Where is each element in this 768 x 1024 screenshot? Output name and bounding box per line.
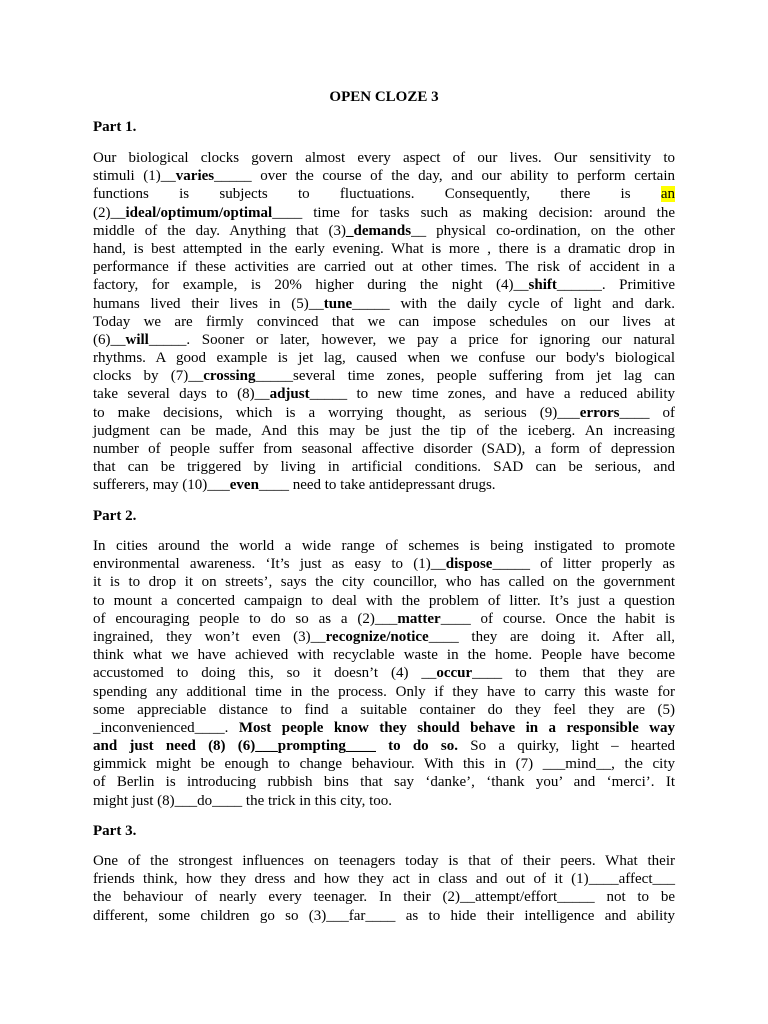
text-line xyxy=(93,870,675,888)
text-segment: So a quirky, light – hearted xyxy=(458,738,675,755)
text-segment: the behaviour of nearly every teenager. In their (2)__attempt/effort_____ not to be xyxy=(93,889,675,906)
answer-word: will xyxy=(125,331,149,348)
text-segment: take several days to (8)__ xyxy=(93,386,270,403)
text-segment: some appreciable distance to find a suitable container do they feel they are (5) xyxy=(93,701,675,718)
text-segment: environmental awareness. ‘It’s just as easy to (1)__ xyxy=(93,556,446,573)
answer-word: tune xyxy=(323,295,353,312)
answer-word: shift xyxy=(528,277,557,294)
text-line xyxy=(93,185,675,203)
text-line xyxy=(93,610,675,628)
text-segment: factory, for example, is 20% higher during the night (4)__ xyxy=(93,277,529,294)
text-segment: _inconvenienced____. xyxy=(93,719,239,736)
text-line xyxy=(93,537,675,555)
text-segment: of Berlin is introducing rubbish bins that say ‘danke’, ‘thank you’ and ‘merci’. It xyxy=(93,774,675,791)
text-line xyxy=(93,592,675,610)
answer-word: Most people know they should behave in a responsible way xyxy=(238,719,675,736)
text-segment: _____ to new time zones, and have a reduced ability xyxy=(309,386,675,403)
answer-word: even xyxy=(229,477,259,494)
text-segment: ingrained, they won’t even (3)__ xyxy=(93,628,326,645)
text-line xyxy=(93,458,675,476)
text-line xyxy=(93,476,675,494)
text-segment: humans lived their lives in (5)__ xyxy=(93,295,324,312)
text-segment: _____. Sooner or later, however, we pay a price for ignoring our natural xyxy=(148,331,675,348)
text-segment: friends think, how they dress and how they act in class and out of it (1)____affect___ xyxy=(93,871,675,888)
text-line xyxy=(93,555,675,573)
text-segment: accustomed to doing this, so it doesn’t (4) __ xyxy=(93,665,437,682)
text-segment: to mount a concerted campaign to deal with the problem of litter. It’s just a question xyxy=(93,592,675,609)
text-line xyxy=(93,422,675,440)
answer-word: recognize/notice xyxy=(325,628,429,645)
answer-word: adjust xyxy=(269,386,310,403)
text-segment: stimuli (1)__ xyxy=(93,168,176,185)
text-segment: to make decisions, which is a worrying thought, as serious (9)___ xyxy=(93,404,580,421)
text-segment: of encouraging people to do so as a (2)___ xyxy=(93,610,398,627)
text-segment: ______. Primitive xyxy=(556,277,675,294)
part-2-heading: Part 2. xyxy=(93,508,137,524)
text-segment: sufferers, may (10)___ xyxy=(93,477,230,494)
answer-word: dispose xyxy=(445,556,493,573)
text-segment: _____ over the course of the day, and our ability to perform certain xyxy=(214,168,675,185)
text-segment: _____several time zones, people suffering from jet lag can xyxy=(255,368,675,385)
text-segment: rhythms. A good example is jet lag, caused when we confuse our body's biological xyxy=(93,350,675,367)
text-segment: ____ need to take antidepressant drugs. xyxy=(258,477,496,494)
text-line xyxy=(93,440,675,458)
text-segment: Our biological clocks govern almost every aspect of our lives. Our sensitivity to xyxy=(93,150,675,166)
text-segment: (6)__ xyxy=(93,331,126,348)
text-segment: _____ with the daily cycle of light and dark. xyxy=(352,295,675,312)
text-line xyxy=(93,628,675,646)
text-segment: ____ of xyxy=(619,404,675,421)
text-segment: spending any additional time in the process. Only if they have to carry this waste for xyxy=(93,683,675,700)
text-segment: __ physical co-ordination, on the other xyxy=(411,222,675,239)
text-segment: In cities around the world a wide range of schemes is being instigated to promote xyxy=(93,538,675,554)
text-line xyxy=(93,888,675,906)
part-1-heading: Part 1. xyxy=(93,119,137,135)
text-line xyxy=(93,646,675,664)
text-line xyxy=(93,404,675,422)
text-segment: number of people suffer from seasonal affective disorder (SAD), a form of depression xyxy=(93,441,675,457)
answer-word: ideal/optimum/optimal xyxy=(125,204,273,221)
text-line xyxy=(93,204,675,222)
text-line xyxy=(93,755,675,773)
page-title: OPEN CLOZE 3 xyxy=(329,89,439,105)
text-segment: might just (8)___do____ the trick in this city, too. xyxy=(93,792,393,809)
text-segment: gimmick might be enough to change behaviour. With this in (7) ___mind__, the city xyxy=(93,756,675,773)
text-line xyxy=(93,701,675,719)
text-line xyxy=(93,907,675,925)
text-segment: performance if these activities are carried out at other times. The risk of accident in a xyxy=(93,259,675,276)
text-segment: ____ to them that they are xyxy=(472,665,675,682)
answer-word: crossing xyxy=(203,368,256,385)
answer-word: occur xyxy=(436,665,473,682)
text-line xyxy=(93,222,675,240)
text-segment: ____ time for tasks such as making decision: around the xyxy=(272,204,675,221)
text-line xyxy=(93,385,675,403)
part-1-paragraph xyxy=(93,149,675,495)
text-line xyxy=(93,852,675,870)
answer-word: and just need (8) (6)___prompting____ to do so. xyxy=(93,738,458,755)
text-line xyxy=(93,573,675,591)
text-line xyxy=(93,367,675,385)
text-line xyxy=(93,313,675,331)
text-line xyxy=(93,258,675,276)
highlighted-word: an xyxy=(660,186,675,203)
text-line xyxy=(93,683,675,701)
answer-word: _demands xyxy=(346,222,412,239)
answer-word: matter xyxy=(397,610,441,627)
part-3-heading: Part 3. xyxy=(93,823,137,839)
text-line xyxy=(93,295,675,313)
text-line xyxy=(93,149,675,167)
text-line xyxy=(93,737,675,755)
text-segment: functions is subjects to fluctuations. Consequently, there is xyxy=(93,186,661,203)
part-3-paragraph xyxy=(93,852,675,925)
answer-word: errors xyxy=(579,404,620,421)
text-segment: _____ of litter properly as xyxy=(492,556,675,573)
text-segment: different, some children go so (3)___far____ as to hide their intelligence and ability xyxy=(93,907,675,924)
answer-word: varies xyxy=(175,168,215,185)
text-segment: One of the strongest influences on teenagers today is that of their peers. What their xyxy=(93,853,675,869)
text-line xyxy=(93,664,675,682)
text-segment: hand, is best attempted in the early evening. What is more , there is a dramatic drop in xyxy=(93,240,675,257)
text-segment: ____ they are doing it. After all, xyxy=(428,628,675,645)
text-segment: clocks by (7)__ xyxy=(93,368,204,385)
text-segment: ____ of course. Once the habit is xyxy=(440,610,675,627)
text-segment: (2)__ xyxy=(93,204,126,221)
text-line xyxy=(93,349,675,367)
text-line xyxy=(93,331,675,349)
text-segment: that can be triggered by living in artificial conditions. SAD can be serious, and xyxy=(93,459,675,476)
text-line xyxy=(93,773,675,791)
text-line xyxy=(93,276,675,294)
text-line xyxy=(93,719,675,737)
text-segment: it is to drop it on streets’, says the city councillor, who has called on the government xyxy=(93,574,675,591)
part-2-paragraph xyxy=(93,537,675,810)
text-line xyxy=(93,240,675,258)
text-segment: judgment can be made, And this may be just the tip of the iceberg. An increasing xyxy=(93,422,675,439)
text-segment: think what we have achieved with recyclable waste in the home. People have become xyxy=(93,647,675,664)
text-segment: Today we are firmly convinced that we can impose schedules on our lives at xyxy=(93,313,675,330)
text-line xyxy=(93,167,675,185)
text-segment: middle of the day. Anything that (3) xyxy=(93,222,347,239)
text-line xyxy=(93,792,675,810)
